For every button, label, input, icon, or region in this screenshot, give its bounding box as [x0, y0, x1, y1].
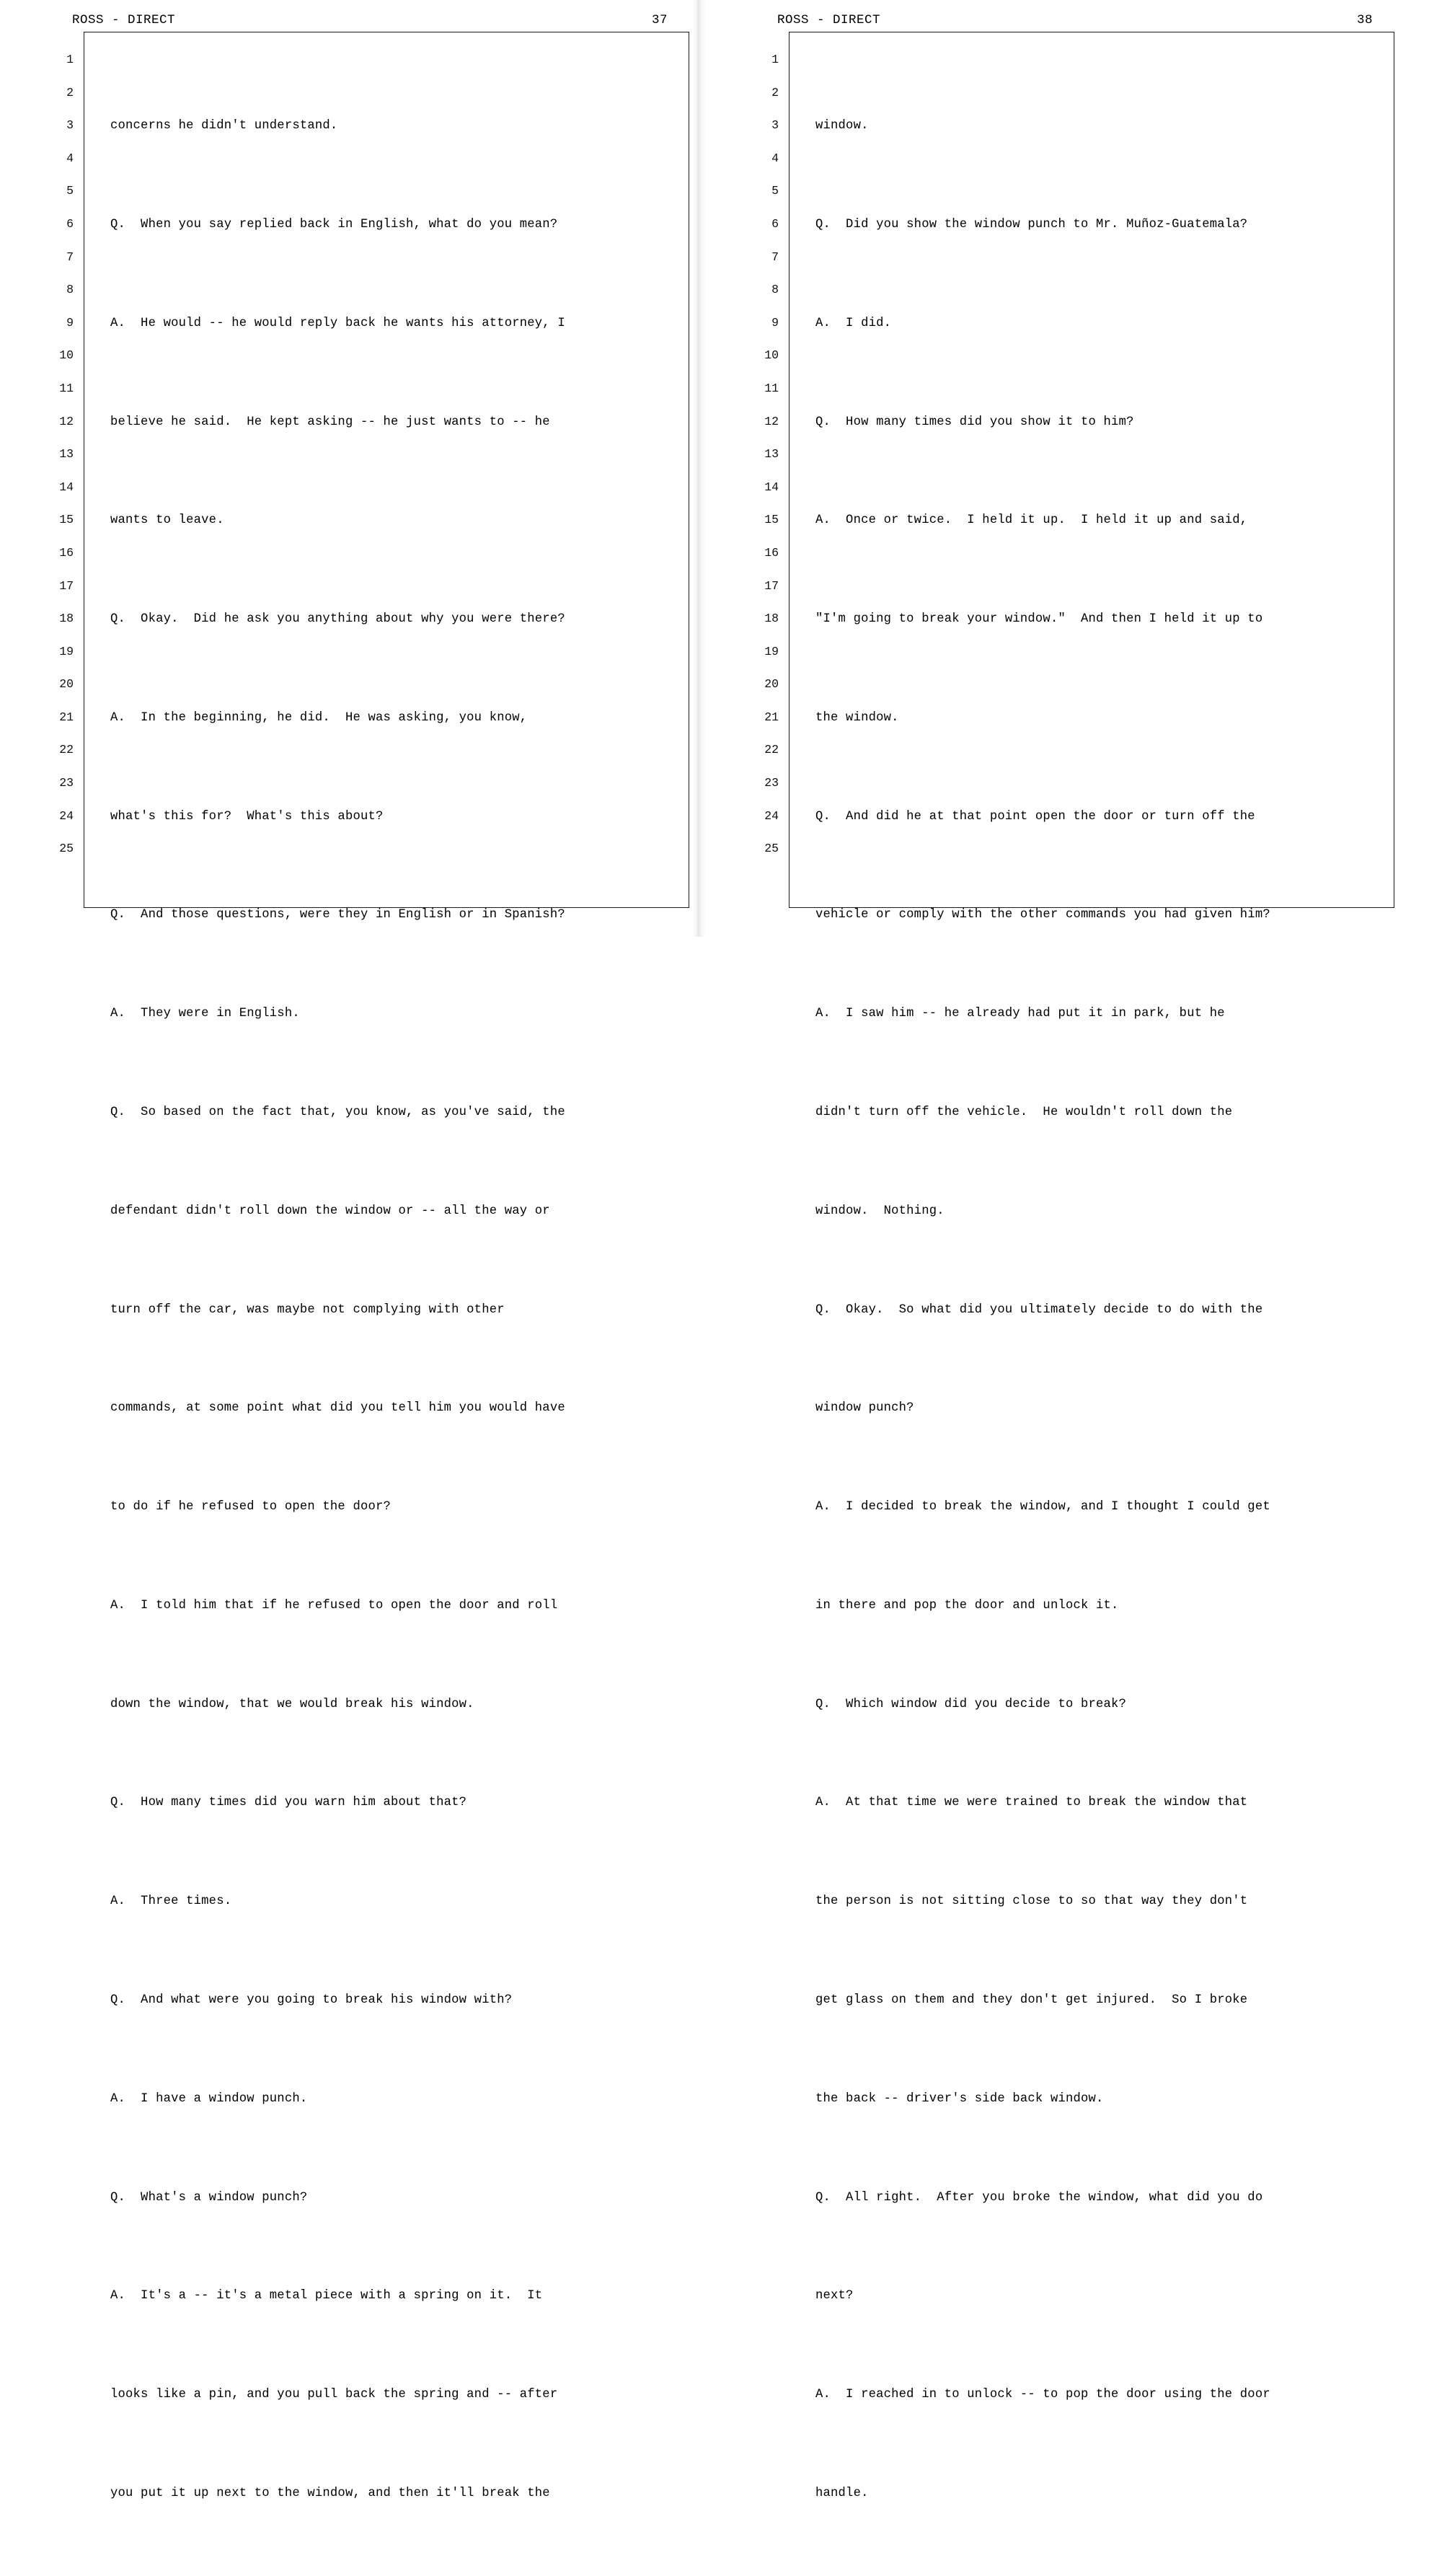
transcript-line: "I'm going to break your window." And then I held it up to — [815, 612, 1263, 627]
page-number: 37 — [651, 13, 668, 27]
transcript-line: Q. And did he at that point open the door or turn off the — [815, 809, 1255, 824]
line-number: 6 — [771, 216, 779, 231]
transcript-line: you put it up next to the window, and then it'll break the — [110, 2486, 550, 2500]
transcript-line: A. He would -- he would reply back he wants his attorney, I — [110, 316, 565, 330]
line-number: 18 — [764, 612, 779, 626]
line-number: 25 — [764, 842, 779, 856]
page-number: 38 — [1356, 13, 1373, 27]
line-number: 10 — [59, 348, 74, 363]
line-number: 11 — [764, 381, 779, 395]
line-number: 9 — [771, 315, 779, 330]
line-number: 24 — [764, 808, 779, 823]
line-number: 7 — [66, 250, 74, 264]
line-number: 9 — [66, 315, 74, 330]
transcript-line: Q. What's a window punch? — [110, 2190, 308, 2205]
line-number: 6 — [66, 216, 74, 231]
transcript-line: A. At that time we were trained to break the window that — [815, 1796, 1248, 1810]
transcript-line: A. I did. — [815, 316, 892, 330]
transcript-text-frame-38 — [789, 32, 1394, 2500]
transcript-line: A. I saw him -- he already had put it in park, but he — [815, 1007, 1225, 1021]
transcript-page-38 — [705, 0, 1397, 2500]
transcript-line: Q. When you say replied back in English, what do you mean? — [110, 217, 558, 231]
transcript-text-37 — [110, 44, 681, 2576]
line-number: 13 — [59, 447, 74, 462]
line-number: 8 — [66, 283, 74, 297]
transcript-line: window. — [815, 119, 869, 133]
line-number: 12 — [59, 414, 74, 428]
line-number: 5 — [771, 184, 779, 198]
line-number: 24 — [59, 808, 74, 823]
transcript-line: the person is not sitting close to so that way they don't — [815, 1894, 1248, 1909]
transcript-line: Q. Okay. Did he ask you anything about why you were there? — [110, 612, 565, 627]
transcript-line: A. They were in English. — [110, 1007, 300, 1021]
line-number-column-37 — [43, 32, 74, 865]
transcript-line: wants to leave. — [110, 513, 224, 528]
line-number: 3 — [66, 118, 74, 133]
transcript-line: the back -- driver's side back window. — [815, 2091, 1104, 2106]
transcript-line: A. It's a -- it's a metal piece with a spring on it. It — [110, 2289, 543, 2303]
transcript-line: believe he said. He kept asking -- he just wants to -- he — [110, 415, 550, 429]
line-number: 22 — [764, 743, 779, 757]
line-number: 18 — [59, 612, 74, 626]
transcript-line: Q. And those questions, were they in English or in Spanish? — [110, 908, 565, 922]
line-number: 15 — [59, 513, 74, 527]
line-number: 21 — [764, 710, 779, 724]
line-number: 20 — [59, 677, 74, 692]
line-number: 3 — [771, 118, 779, 133]
line-number: 7 — [771, 250, 779, 264]
line-number: 16 — [764, 545, 779, 560]
line-number: 14 — [59, 480, 74, 494]
line-number: 20 — [764, 677, 779, 692]
transcript-line: the window. — [815, 710, 899, 725]
transcript-page-37 — [0, 0, 692, 2500]
line-number: 5 — [66, 184, 74, 198]
line-number: 1 — [66, 53, 74, 66]
page-header-title: ROSS - DIRECT — [72, 13, 176, 27]
line-number: 2 — [66, 85, 74, 100]
transcript-line: Q. How many times did you show it to him? — [815, 415, 1134, 429]
line-number: 17 — [59, 578, 74, 593]
transcript-line: defendant didn't roll down the window or -- all the way or — [110, 1204, 550, 1218]
transcript-body-37 — [43, 32, 692, 2500]
transcript-line: Q. And what were you going to break his window with? — [110, 1993, 513, 2008]
transcript-text-frame-37 — [84, 32, 689, 2500]
transcript-line: handle. — [815, 2486, 869, 2500]
line-number: 15 — [764, 513, 779, 527]
transcript-line: Q. So based on the fact that, you know, as you've said, the — [110, 1106, 565, 1119]
transcript-line: A. Three times. — [110, 1894, 232, 1909]
line-number: 1 — [771, 53, 779, 66]
transcript-line: vehicle or comply with the other commands you had given him? — [815, 908, 1270, 922]
line-number: 21 — [59, 710, 74, 724]
transcript-line: looks like a pin, and you pull back the spring and -- after — [110, 2388, 558, 2402]
transcript-text-38 — [815, 44, 1386, 2576]
transcript-line: to do if he refused to open the door? — [110, 1500, 392, 1514]
line-number: 13 — [764, 447, 779, 462]
page-header-title: ROSS - DIRECT — [777, 13, 881, 27]
transcript-line: A. Once or twice. I held it up. I held it up and said, — [815, 513, 1248, 528]
line-number: 4 — [66, 151, 74, 165]
line-number: 4 — [771, 151, 779, 165]
line-number: 16 — [59, 545, 74, 560]
transcript-body-38 — [748, 32, 1397, 2500]
transcript-line: commands, at some point what did you tell him you would have — [110, 1401, 565, 1416]
line-number: 23 — [59, 776, 74, 790]
transcript-line: A. I told him that if he refused to open the door and roll — [110, 1598, 558, 1613]
transcript-line: get glass on them and they don't get injured. So I broke — [815, 1993, 1248, 2008]
transcript-line: A. In the beginning, he did. He was asking, you know, — [110, 710, 528, 725]
transcript-line: A. I have a window punch. — [110, 2091, 308, 2106]
line-number: 19 — [764, 644, 779, 658]
transcript-line: what's this for? What's this about? — [110, 809, 384, 824]
line-number: 23 — [764, 776, 779, 790]
transcript-line: down the window, that we would break his window. — [110, 1697, 474, 1711]
page-header-38 — [748, 0, 1397, 32]
transcript-line: turn off the car, was maybe not complying with other — [110, 1302, 505, 1317]
transcript-line: didn't turn off the vehicle. He wouldn't roll down the — [815, 1106, 1233, 1119]
line-number: 2 — [771, 85, 779, 100]
line-number: 14 — [764, 480, 779, 494]
transcript-line: Q. All right. After you broke the window, what did you do — [815, 2190, 1263, 2205]
transcript-line: Q. Which window did you decide to break? — [815, 1697, 1127, 1711]
line-number: 17 — [764, 578, 779, 593]
transcript-line: window punch? — [815, 1401, 914, 1416]
line-number-column-38 — [748, 32, 779, 865]
transcript-line: A. I reached in to unlock -- to pop the door using the door — [815, 2388, 1270, 2402]
transcript-line: next? — [815, 2289, 854, 2303]
line-number: 25 — [59, 842, 74, 856]
page-gutter — [692, 0, 705, 937]
line-number: 22 — [59, 743, 74, 757]
line-number: 8 — [771, 283, 779, 297]
line-number: 10 — [764, 348, 779, 363]
transcript-line: in there and pop the door and unlock it. — [815, 1598, 1119, 1613]
page-header-37 — [43, 0, 692, 32]
transcript-line: Q. Did you show the window punch to Mr. Muñoz-Guatemala? — [815, 217, 1248, 231]
transcript-line: window. Nothing. — [815, 1204, 945, 1218]
line-number: 12 — [764, 414, 779, 428]
transcript-line: concerns he didn't understand. — [110, 119, 338, 133]
transcript-line: Q. How many times did you warn him about that? — [110, 1796, 467, 1810]
transcript-line: Q. Okay. So what did you ultimately decide to do with the — [815, 1302, 1263, 1317]
transcript-line: A. I decided to break the window, and I thought I could get — [815, 1500, 1270, 1514]
line-number: 19 — [59, 644, 74, 658]
line-number: 11 — [59, 381, 74, 395]
